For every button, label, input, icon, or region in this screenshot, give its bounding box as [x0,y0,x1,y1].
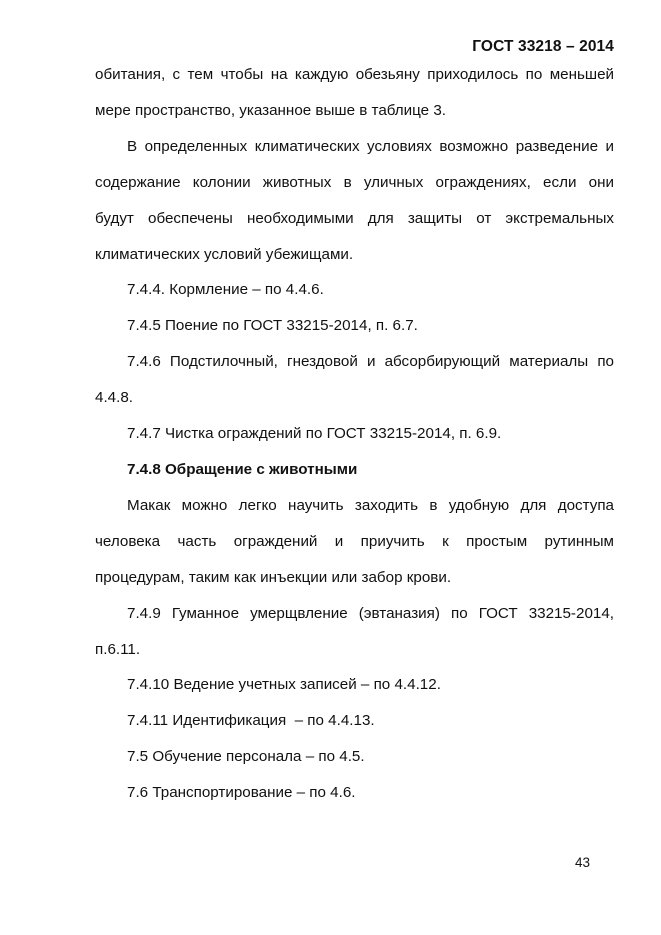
section-7-4-10: 7.4.10 Ведение учетных записей – по 4.4.12. [127,676,441,694]
paragraph-line: Макак можно легко научить заходить в удобную для доступа [127,496,614,514]
section-7-6: 7.6 Транспортирование – по 4.6. [127,784,356,802]
paragraph-line: п.6.11. [95,640,141,658]
paragraph-line: обитания, с тем чтобы на каждую обезьяну приходилось по меньшей [95,66,614,83]
section-7-4-5: 7.4.5 Поение по ГОСТ 33215-2014, п. 6.7. [127,317,418,335]
document-header: ГОСТ 33218 – 2014 [472,38,614,55]
section-7-4-6: 7.4.6 Подстилочный, гнездовой и абсорбирующий материалы по [127,353,614,371]
section-7-4-9: 7.4.9 Гуманное умерщвление (эвтаназия) по ГОСТ 33215-2014, [127,604,614,622]
paragraph-line: В определенных климатических условиях возможно разведение и [127,137,614,155]
paragraph-line: мере пространство, указанное выше в таблице 3. [95,101,447,119]
section-7-5: 7.5 Обучение персонала – по 4.5. [127,748,365,766]
paragraph-line: процедурам, таким как инъекции или забор крови. [95,568,452,586]
section-7-4-7: 7.4.7 Чистка ограждений по ГОСТ 33215-2014, п. 6.9. [127,425,502,443]
paragraph-line: будут обеспечены необходимыми для защиты от экстремальных [95,209,614,227]
section-7-4-4: 7.4.4. Кормление – по 4.4.6. [127,281,324,299]
document-body [95,57,614,811]
section-heading-7-4-8: 7.4.8 Обращение с животными [127,460,358,478]
paragraph-line: климатических условий убежищами. [95,245,354,263]
section-7-4-11: 7.4.11 Идентификация – по 4.4.13. [127,712,375,730]
page-number: 43 [574,855,590,870]
paragraph-line: 4.4.8. [95,389,133,407]
paragraph-line: человека часть ограждений и приучить к простым рутинным [95,532,614,550]
paragraph-line: содержание колонии животных в уличных ограждениях, если они [95,173,614,191]
